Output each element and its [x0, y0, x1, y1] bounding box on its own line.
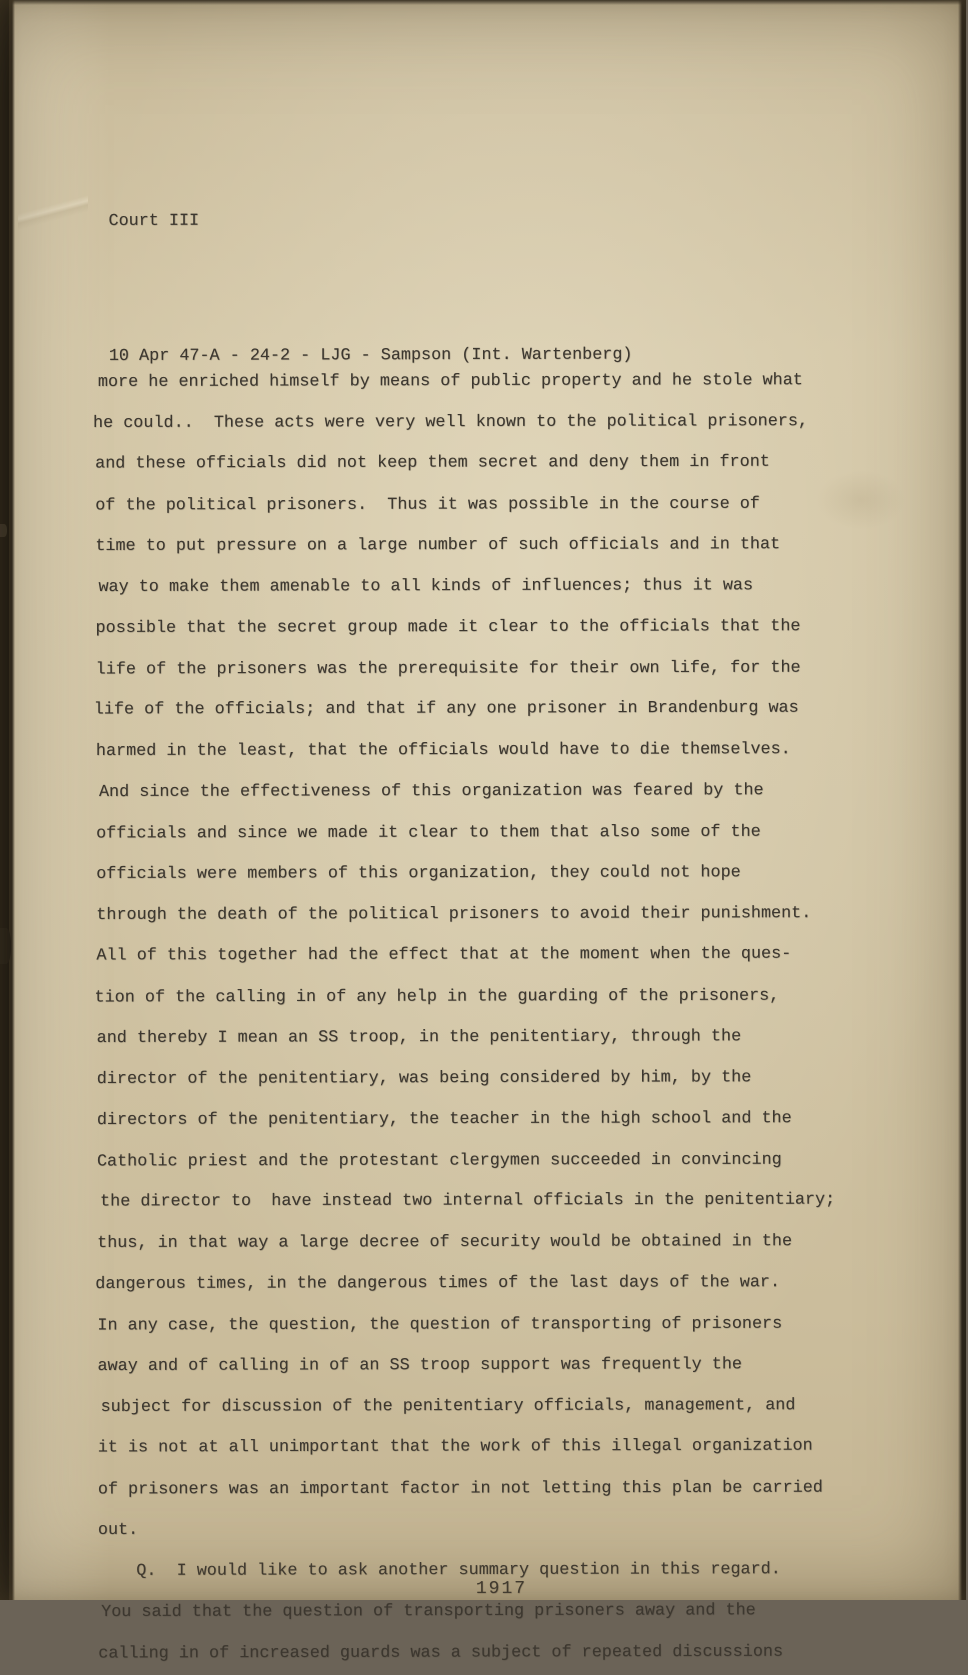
- page-footer: [398, 1550, 528, 1628]
- transcript-line: Q. I would like to ask another summary question in this regard.: [95, 1560, 781, 1582]
- transcript-line: life of the prisoners was the prerequisite for their own life, for the: [95, 658, 801, 680]
- transcript-line: he could.. These acts were very well known to the political prisoners,: [92, 412, 809, 434]
- transcript-line: time to put pressure on a large number of such officials and in that: [95, 535, 781, 557]
- document-reference-line: 10 Apr 47-A - 24-2 - LJG - Sampson (Int. Wartenberg): [108, 345, 633, 366]
- transcript-line: of prisoners was an important factor in not letting this plan be carried: [97, 1478, 823, 1500]
- transcript-line: director of the penitentiary, was being considered by him, by the: [96, 1068, 752, 1090]
- transcript-line: calling in of increased guards was a subject of repeated discussions: [98, 1642, 784, 1664]
- transcript-line: tion of the calling in of any help in the guarding of the prisoners,: [94, 986, 780, 1008]
- transcript-line: dangerous times, in the dangerous times of the last days of the war.: [95, 1273, 781, 1295]
- transcript-line: life of the officials; and that if any one prisoner in Brandenburg was: [93, 698, 799, 720]
- transcript-line: and these officials did not keep them secret and deny them in front: [95, 452, 770, 474]
- transcript-line: Catholic priest and the protestant clergymen succeeded in convincing: [96, 1150, 782, 1172]
- transcript-line: way to make them amenable to all kinds of influences; thus it was: [98, 576, 754, 598]
- transcript-line: And since the effectiveness of this organization was feared by the: [98, 781, 764, 803]
- edge-tick-artifact: [0, 524, 7, 537]
- transcript-line: the director to have instead two internal officials in the penitentiary;: [100, 1190, 836, 1212]
- scan-edge-right: [958, 0, 966, 1600]
- transcript-line: In any case, the question, the question of transporting of prisoners: [97, 1314, 783, 1336]
- transcript-body: [92, 237, 919, 1674]
- transcript-line: it is not at all unimportant that the work of this illegal organization: [97, 1436, 813, 1458]
- transcript-line: You said that the question of transporting prisoners away and the: [101, 1601, 756, 1623]
- court-header: Court III: [108, 211, 200, 231]
- transcript-line: out.: [97, 1520, 139, 1541]
- transcript-line: officials were members of this organization, they could not hope: [96, 863, 741, 885]
- transcript-line: possible that the secret group made it clear to the officials that the: [95, 617, 801, 639]
- transcript-line: and thereby I mean an SS troop, in the penitentiary, through the: [96, 1027, 742, 1049]
- scan-edge-left: [0, 0, 15, 1600]
- transcript-line: All of this together had the effect that at the moment when the ques-: [96, 944, 792, 966]
- transcript-line: harmed in the least, that the officials would have to die themselves.: [95, 740, 791, 762]
- page-number: 1917: [475, 1578, 528, 1600]
- paper-smudge-artifact: [816, 470, 906, 530]
- transcript-line: directors of the penitentiary, the teacher in the high school and the: [96, 1109, 792, 1131]
- transcript-line: officials and since we made it clear to them that also some of the: [96, 822, 761, 844]
- scan-edge-top: [0, 0, 966, 5]
- transcript-line: more he enriched himself by means of public property and he stole what: [97, 371, 803, 393]
- transcript-line: thus, in that way a large decree of security would be obtained in the: [97, 1232, 793, 1254]
- ink-blot-artifact: [0, 928, 11, 964]
- transcript-line: through the death of the political prisoners to avoid their punishment.: [96, 904, 812, 926]
- transcript-line: subject for discussion of the penitentiary officials, management, and: [100, 1396, 796, 1418]
- transcript-line: away and of calling in of an SS troop support was frequently the: [97, 1355, 743, 1377]
- paper-crease-artifact: [18, 150, 88, 270]
- transcript-line: of the political prisoners. Thus it was possible in the course of: [95, 494, 760, 516]
